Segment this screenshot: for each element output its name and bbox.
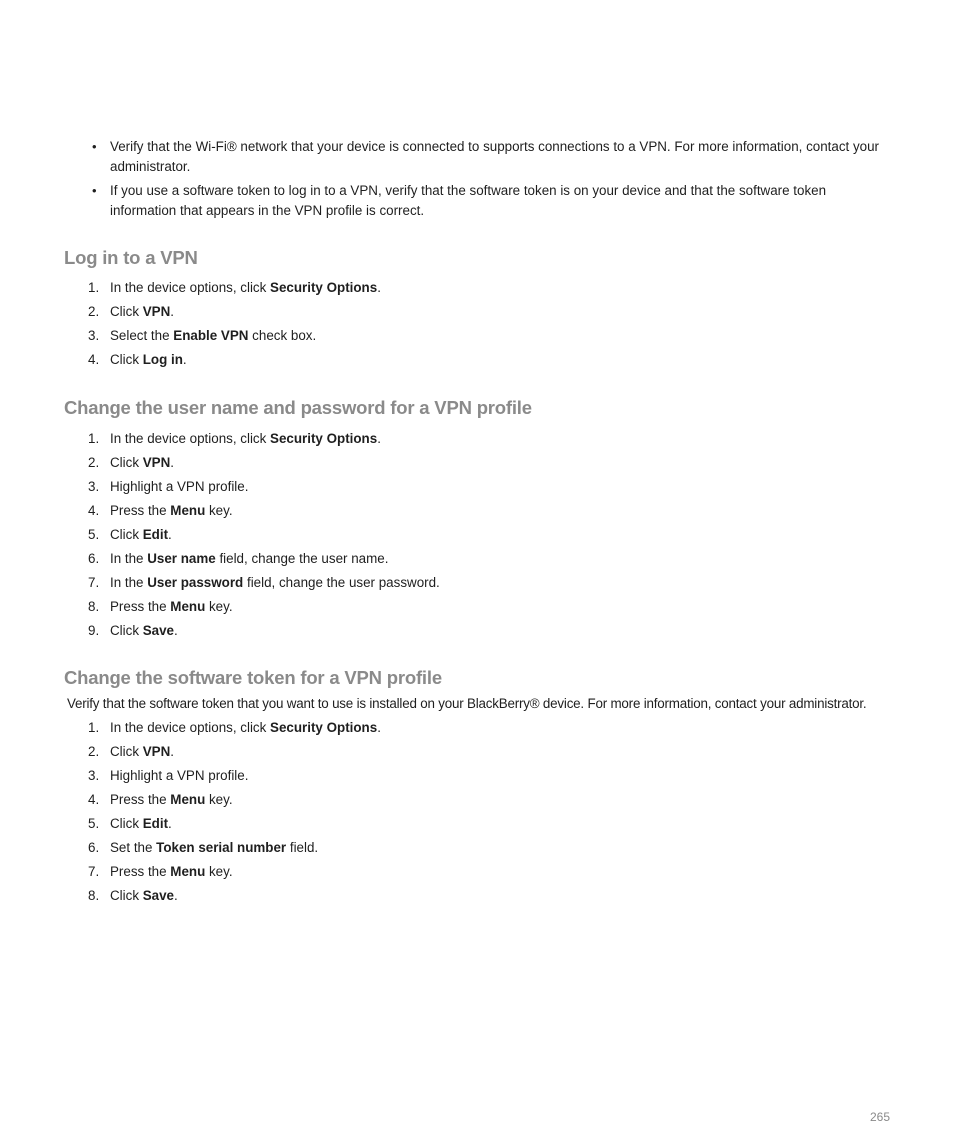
step-text-emphasis: Save <box>142 623 175 638</box>
step-text-post: . <box>377 280 381 295</box>
step-text-pre: Highlight a VPN profile. <box>110 768 249 783</box>
step-number: 2. <box>88 744 100 759</box>
step-text <box>110 427 381 451</box>
step-item <box>88 740 381 764</box>
step-text-pre: In the <box>110 551 148 566</box>
step-text-post: . <box>170 744 175 759</box>
step-text-post: . <box>168 816 172 831</box>
step-number: 5. <box>88 816 100 831</box>
step-number: 8. <box>88 599 100 614</box>
step-text <box>110 499 233 523</box>
step-text-emphasis: User name <box>147 551 216 566</box>
step-text-emphasis: VPN <box>142 455 171 470</box>
step-text-emphasis: VPN <box>142 744 171 759</box>
step-item <box>88 764 381 788</box>
step-text-pre: Click <box>110 623 143 638</box>
step-item <box>88 788 381 812</box>
step-text <box>110 764 248 788</box>
step-text-pre: Click <box>110 352 143 367</box>
step-text <box>110 523 172 547</box>
step-item <box>88 716 381 740</box>
step-text-pre: Select the <box>110 328 174 343</box>
section-intro: Verify that the software token that you want to use is installed on your BlackBerry® device. For more information, contact your administrator. <box>67 696 867 711</box>
step-text-post: key. <box>205 864 233 879</box>
page-number: 265 <box>869 1110 890 1124</box>
step-text-emphasis: Security Options <box>270 431 378 446</box>
step-text <box>110 812 172 836</box>
step-text-emphasis: User password <box>147 575 244 590</box>
step-text-post: . <box>168 527 172 542</box>
step-text-pre: In the device options, click <box>110 720 271 735</box>
step-item <box>88 451 440 475</box>
step-item <box>88 571 440 595</box>
step-text-pre: Highlight a VPN profile. <box>110 479 249 494</box>
step-text-pre: Press the <box>110 599 171 614</box>
step-text <box>110 860 233 884</box>
step-item <box>88 475 440 499</box>
step-text-emphasis: VPN <box>142 304 171 319</box>
bullet-item: • Verify that the Wi-Fi® network that your device is connected to supports connections to a VPN. For more information, contact your administrator. <box>88 137 892 177</box>
step-item <box>88 499 440 523</box>
step-text-post: . <box>377 431 381 446</box>
step-text-emphasis: Enable VPN <box>173 328 249 343</box>
step-text-pre: Click <box>110 744 143 759</box>
step-number: 4. <box>88 503 100 518</box>
step-text <box>110 884 178 908</box>
step-text-emphasis: Edit <box>142 816 169 831</box>
step-text <box>110 595 233 619</box>
step-text-post: . <box>377 720 381 735</box>
step-item <box>88 836 381 860</box>
step-text-emphasis: Security Options <box>270 720 378 735</box>
step-item <box>88 348 381 372</box>
step-item <box>88 276 381 300</box>
step-item <box>88 884 381 908</box>
step-text <box>110 836 318 860</box>
step-text-emphasis: Edit <box>142 527 169 542</box>
step-text-post: key. <box>205 503 233 518</box>
step-text-pre: Press the <box>110 792 171 807</box>
step-text <box>110 475 248 499</box>
step-number: 3. <box>88 768 100 783</box>
step-text-pre: In the device options, click <box>110 431 271 446</box>
step-text <box>110 716 381 740</box>
step-text <box>110 788 233 812</box>
change-token-steps <box>88 716 381 908</box>
step-item <box>88 619 440 643</box>
step-text-emphasis: Token serial number <box>156 840 287 855</box>
bullet-list <box>88 137 892 225</box>
step-text <box>110 348 187 372</box>
step-text <box>110 451 174 475</box>
step-item <box>88 812 381 836</box>
step-number: 6. <box>88 551 100 566</box>
step-number: 7. <box>88 864 100 879</box>
step-text-emphasis: Save <box>142 888 175 903</box>
step-text-emphasis: Menu <box>170 792 206 807</box>
section-heading-change-token: Change the software token for a VPN profile <box>64 667 442 688</box>
step-text-pre: Click <box>110 816 143 831</box>
step-item <box>88 324 381 348</box>
step-number: 8. <box>88 888 100 903</box>
step-text-pre: Click <box>110 527 143 542</box>
step-text-post: field, change the user password. <box>243 575 440 590</box>
step-text <box>110 571 440 595</box>
step-item <box>88 595 440 619</box>
step-text-pre: In the device options, click <box>110 280 271 295</box>
step-text-emphasis: Menu <box>170 864 206 879</box>
step-text-emphasis: Menu <box>170 599 206 614</box>
step-number: 1. <box>88 720 100 735</box>
step-text-post: . <box>170 304 175 319</box>
step-item <box>88 860 381 884</box>
step-number: 2. <box>88 304 100 319</box>
step-item <box>88 427 440 451</box>
step-text-pre: Click <box>110 304 143 319</box>
bullet-item: • If you use a software token to log in to a VPN, verify that the software token is on your device and that the software token information that appears in the VPN profile is correct. <box>88 181 892 221</box>
step-number: 3. <box>88 328 100 343</box>
step-number: 3. <box>88 479 100 494</box>
step-text-pre: Click <box>110 888 143 903</box>
step-text <box>110 300 174 324</box>
step-number: 9. <box>88 623 100 638</box>
step-text-post: check box. <box>248 328 317 343</box>
step-text-post: key. <box>205 792 233 807</box>
step-number: 7. <box>88 575 100 590</box>
step-item <box>88 300 381 324</box>
step-number: 1. <box>88 280 100 295</box>
step-text-pre: Set the <box>110 840 157 855</box>
step-number: 4. <box>88 792 100 807</box>
step-text-pre: Press the <box>110 864 171 879</box>
step-text-post: key. <box>205 599 233 614</box>
change-user-steps <box>88 427 440 643</box>
login-steps <box>88 276 381 372</box>
step-text <box>110 276 381 300</box>
section-heading-login: Log in to a VPN <box>64 247 198 268</box>
step-text-post: . <box>170 455 175 470</box>
step-text-post: field, change the user name. <box>215 551 389 566</box>
step-text-emphasis: Menu <box>170 503 206 518</box>
step-number: 4. <box>88 352 100 367</box>
step-text-post: field. <box>286 840 319 855</box>
section-heading-change-user: Change the user name and password for a VPN profile <box>64 397 532 418</box>
step-text-pre: Click <box>110 455 143 470</box>
step-text-post: . <box>174 888 178 903</box>
step-text-emphasis: Log in <box>142 352 183 367</box>
step-number: 6. <box>88 840 100 855</box>
step-item <box>88 547 440 571</box>
step-text <box>110 324 316 348</box>
step-text <box>110 619 178 643</box>
step-text-post: . <box>174 623 178 638</box>
step-text-post: . <box>182 352 187 367</box>
step-text-pre: In the <box>110 575 148 590</box>
step-item <box>88 523 440 547</box>
step-number: 1. <box>88 431 100 446</box>
step-number: 2. <box>88 455 100 470</box>
step-text <box>110 740 174 764</box>
step-text-pre: Press the <box>110 503 171 518</box>
step-text-emphasis: Security Options <box>270 280 378 295</box>
step-text <box>110 547 388 571</box>
step-number: 5. <box>88 527 100 542</box>
